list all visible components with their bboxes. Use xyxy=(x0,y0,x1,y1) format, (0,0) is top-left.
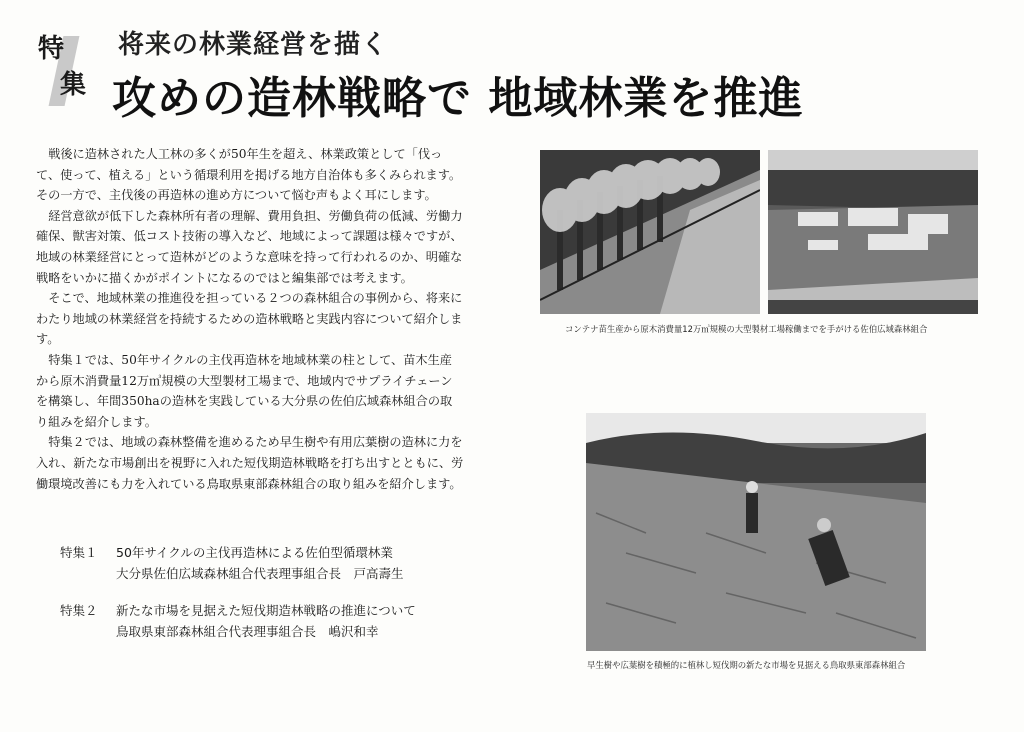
page-title: 攻めの造林戦略で 地域林業を推進 xyxy=(112,73,804,124)
badge-char-2: 集 xyxy=(60,70,87,100)
badge-char-1: 特 xyxy=(38,34,65,64)
seedling-photo xyxy=(540,150,760,314)
toc-label: 特集２ xyxy=(60,603,98,618)
intro-body xyxy=(36,144,464,494)
body-paragraph-4: 特集１では、50年サイクルの主伐再造林を地域林業の柱として、苗木生産から原木消費量12万㎥規模の大型製材工場まで、地域内でサプライチェーンを構築し、年間350haの造林を実践している大分県の佐伯広域森林組合の取り組みを紹介します。 xyxy=(36,352,453,429)
body-paragraph-5: 特集２では、地域の森林整備を進めるため早生樹や有用広葉樹の造林に力を入れ、新たな市場創出を視野に入れた短伐期造林戦略を打ち出すとともに、労働環境改善にも力を入れている鳥取県東部森林組合の取り組みを紹介します。 xyxy=(36,435,464,491)
page-subtitle: 将来の林業経営を描く xyxy=(118,30,389,60)
toc-label: 特集１ xyxy=(60,545,98,560)
body-paragraph-2: 経営意欲が低下した森林所有者の理解、費用負担、労働負荷の低減、労働力確保、獣害対策、低コスト技術の導入など、地域によって課題は様々ですが、地域の林業経営にとって造林がどのような意味を持って行われるのか、明確な戦略をいかに描くかがポイントになるのではと編集部では考えます。 xyxy=(36,208,463,285)
feature-badge xyxy=(30,30,100,110)
toc-title: 50年サイクルの主伐再造林による佐伯型循環林業 xyxy=(116,545,393,560)
toc-author: 鳥取県東部森林組合代表理事組合長 嶋沢和幸 xyxy=(116,624,379,639)
toc-author: 大分県佐伯広域森林組合代表理事組合長 戸高壽生 xyxy=(116,566,404,581)
planting-slope-photo xyxy=(586,413,926,651)
body-paragraph-1: 戦後に造林された人工林の多くが50年生を超え、林業政策として「伐って、使って、植える」という循環利用を掲げる地方自治体も多くみられます。その一方で、主伐後の再造林の進め方について悩む声もよく耳にします。 xyxy=(36,147,462,203)
sawmill-aerial-photo xyxy=(768,150,978,314)
toc-entry xyxy=(60,600,490,642)
top-photo-caption: コンテナ苗生産から原木消費量12万㎥規模の大型製材工場稼働までを手がける佐伯広域森林組合 xyxy=(565,324,928,334)
toc-entry xyxy=(60,542,490,584)
bottom-photo-caption: 早生樹や広葉樹を積極的に植林し短伐期の新たな市場を見据える鳥取県東部森林組合 xyxy=(587,660,906,670)
feature-contents xyxy=(60,542,490,658)
toc-title: 新たな市場を見据えた短伐期造林戦略の推進について xyxy=(116,603,416,618)
body-paragraph-3: そこで、地域林業の推進役を担っている２つの森林組合の事例から、将来にわたり地域の林業経営を持続するための造林戦略と実践内容について紹介します。 xyxy=(36,291,463,347)
